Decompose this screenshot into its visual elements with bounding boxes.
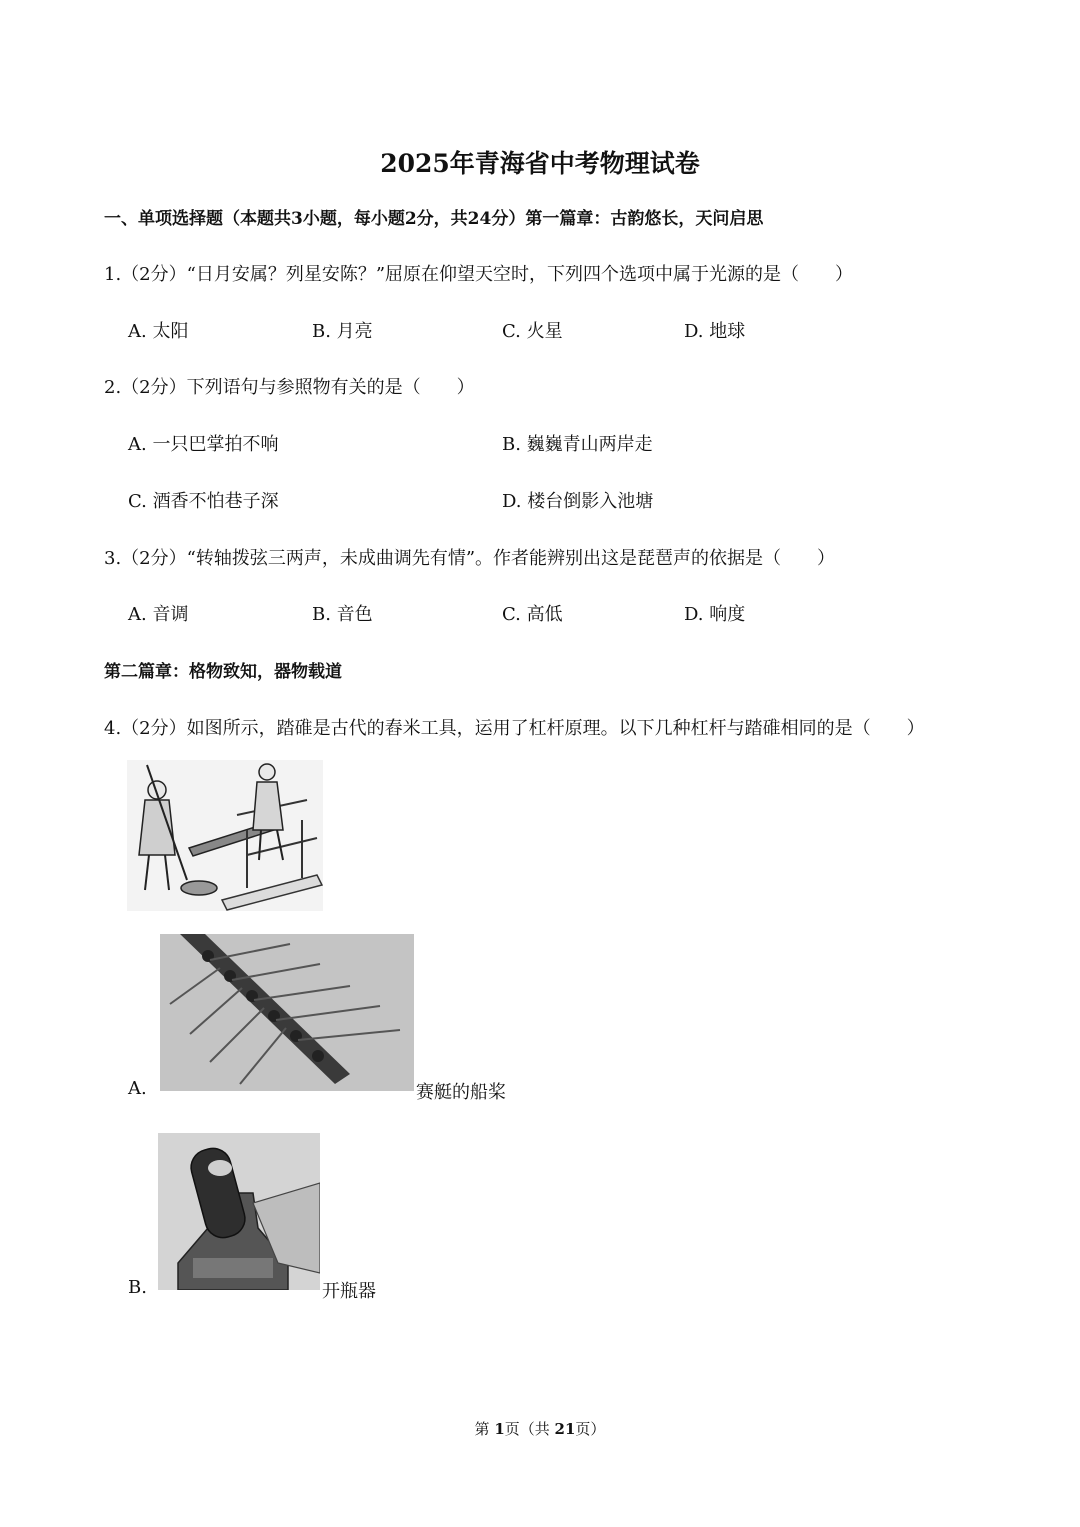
q3-option-c: C. 高低 bbox=[502, 604, 563, 625]
question-2: 2.（2分）下列语句与参照物有关的是（ ） bbox=[104, 377, 475, 398]
q4-option-a-letter: A. bbox=[128, 1078, 147, 1099]
section-heading-1: 一、单项选择题（本题共3小题，每小题2分，共24分）第一篇章：古韵悠长，天问启思 bbox=[104, 209, 764, 229]
q4-option-b-label: 开瓶器 bbox=[322, 1281, 376, 1302]
bottle-opener-image bbox=[158, 1133, 320, 1290]
footer-prefix: 第 bbox=[474, 1420, 495, 1438]
question-3: 3.（2分）“转轴拨弦三两声，未成曲调先有情”。作者能辨别出这是琵琶声的依据是（ ） bbox=[104, 548, 836, 569]
footer-page-number: 1 bbox=[494, 1420, 505, 1438]
q3-option-b: B. 音色 bbox=[312, 604, 373, 625]
q3-option-d: D. 响度 bbox=[684, 604, 746, 625]
footer-total-pages: 21 bbox=[554, 1420, 576, 1438]
page-footer bbox=[0, 1418, 1080, 1439]
q1-option-d: D. 地球 bbox=[684, 321, 746, 342]
q1-option-a: A. 太阳 bbox=[128, 321, 189, 342]
q3-option-a: A. 音调 bbox=[128, 604, 189, 625]
q2-option-d: D. 楼台倒影入池塘 bbox=[502, 491, 654, 512]
footer-suffix: 页） bbox=[575, 1420, 606, 1438]
q1-option-b: B. 月亮 bbox=[312, 321, 373, 342]
question-1: 1.（2分）“日月安属？列星安陈？”屈原在仰望天空时，下列四个选项中属于光源的是（ ） bbox=[104, 264, 854, 285]
question-4: 4.（2分）如图所示，踏碓是古代的舂米工具，运用了杠杆原理。以下几种杠杆与踏碓相同的是（ ） bbox=[104, 718, 925, 739]
q1-option-c: C. 火星 bbox=[502, 321, 563, 342]
footer-middle: 页（共 bbox=[504, 1420, 555, 1438]
section-heading-2: 第二篇章：格物致知，器物载道 bbox=[104, 662, 342, 682]
q4-option-a-label: 赛艇的船桨 bbox=[416, 1082, 506, 1103]
q2-option-b: B. 巍巍青山两岸走 bbox=[502, 434, 653, 455]
page-title: 2025年青海省中考物理试卷 bbox=[380, 149, 700, 178]
tadui-illustration bbox=[127, 760, 323, 911]
q4-option-b-letter: B. bbox=[128, 1277, 147, 1298]
q2-option-c: C. 酒香不怕巷子深 bbox=[128, 491, 279, 512]
rowing-oars-image bbox=[160, 934, 414, 1091]
q2-option-a: A. 一只巴掌拍不响 bbox=[128, 434, 279, 455]
